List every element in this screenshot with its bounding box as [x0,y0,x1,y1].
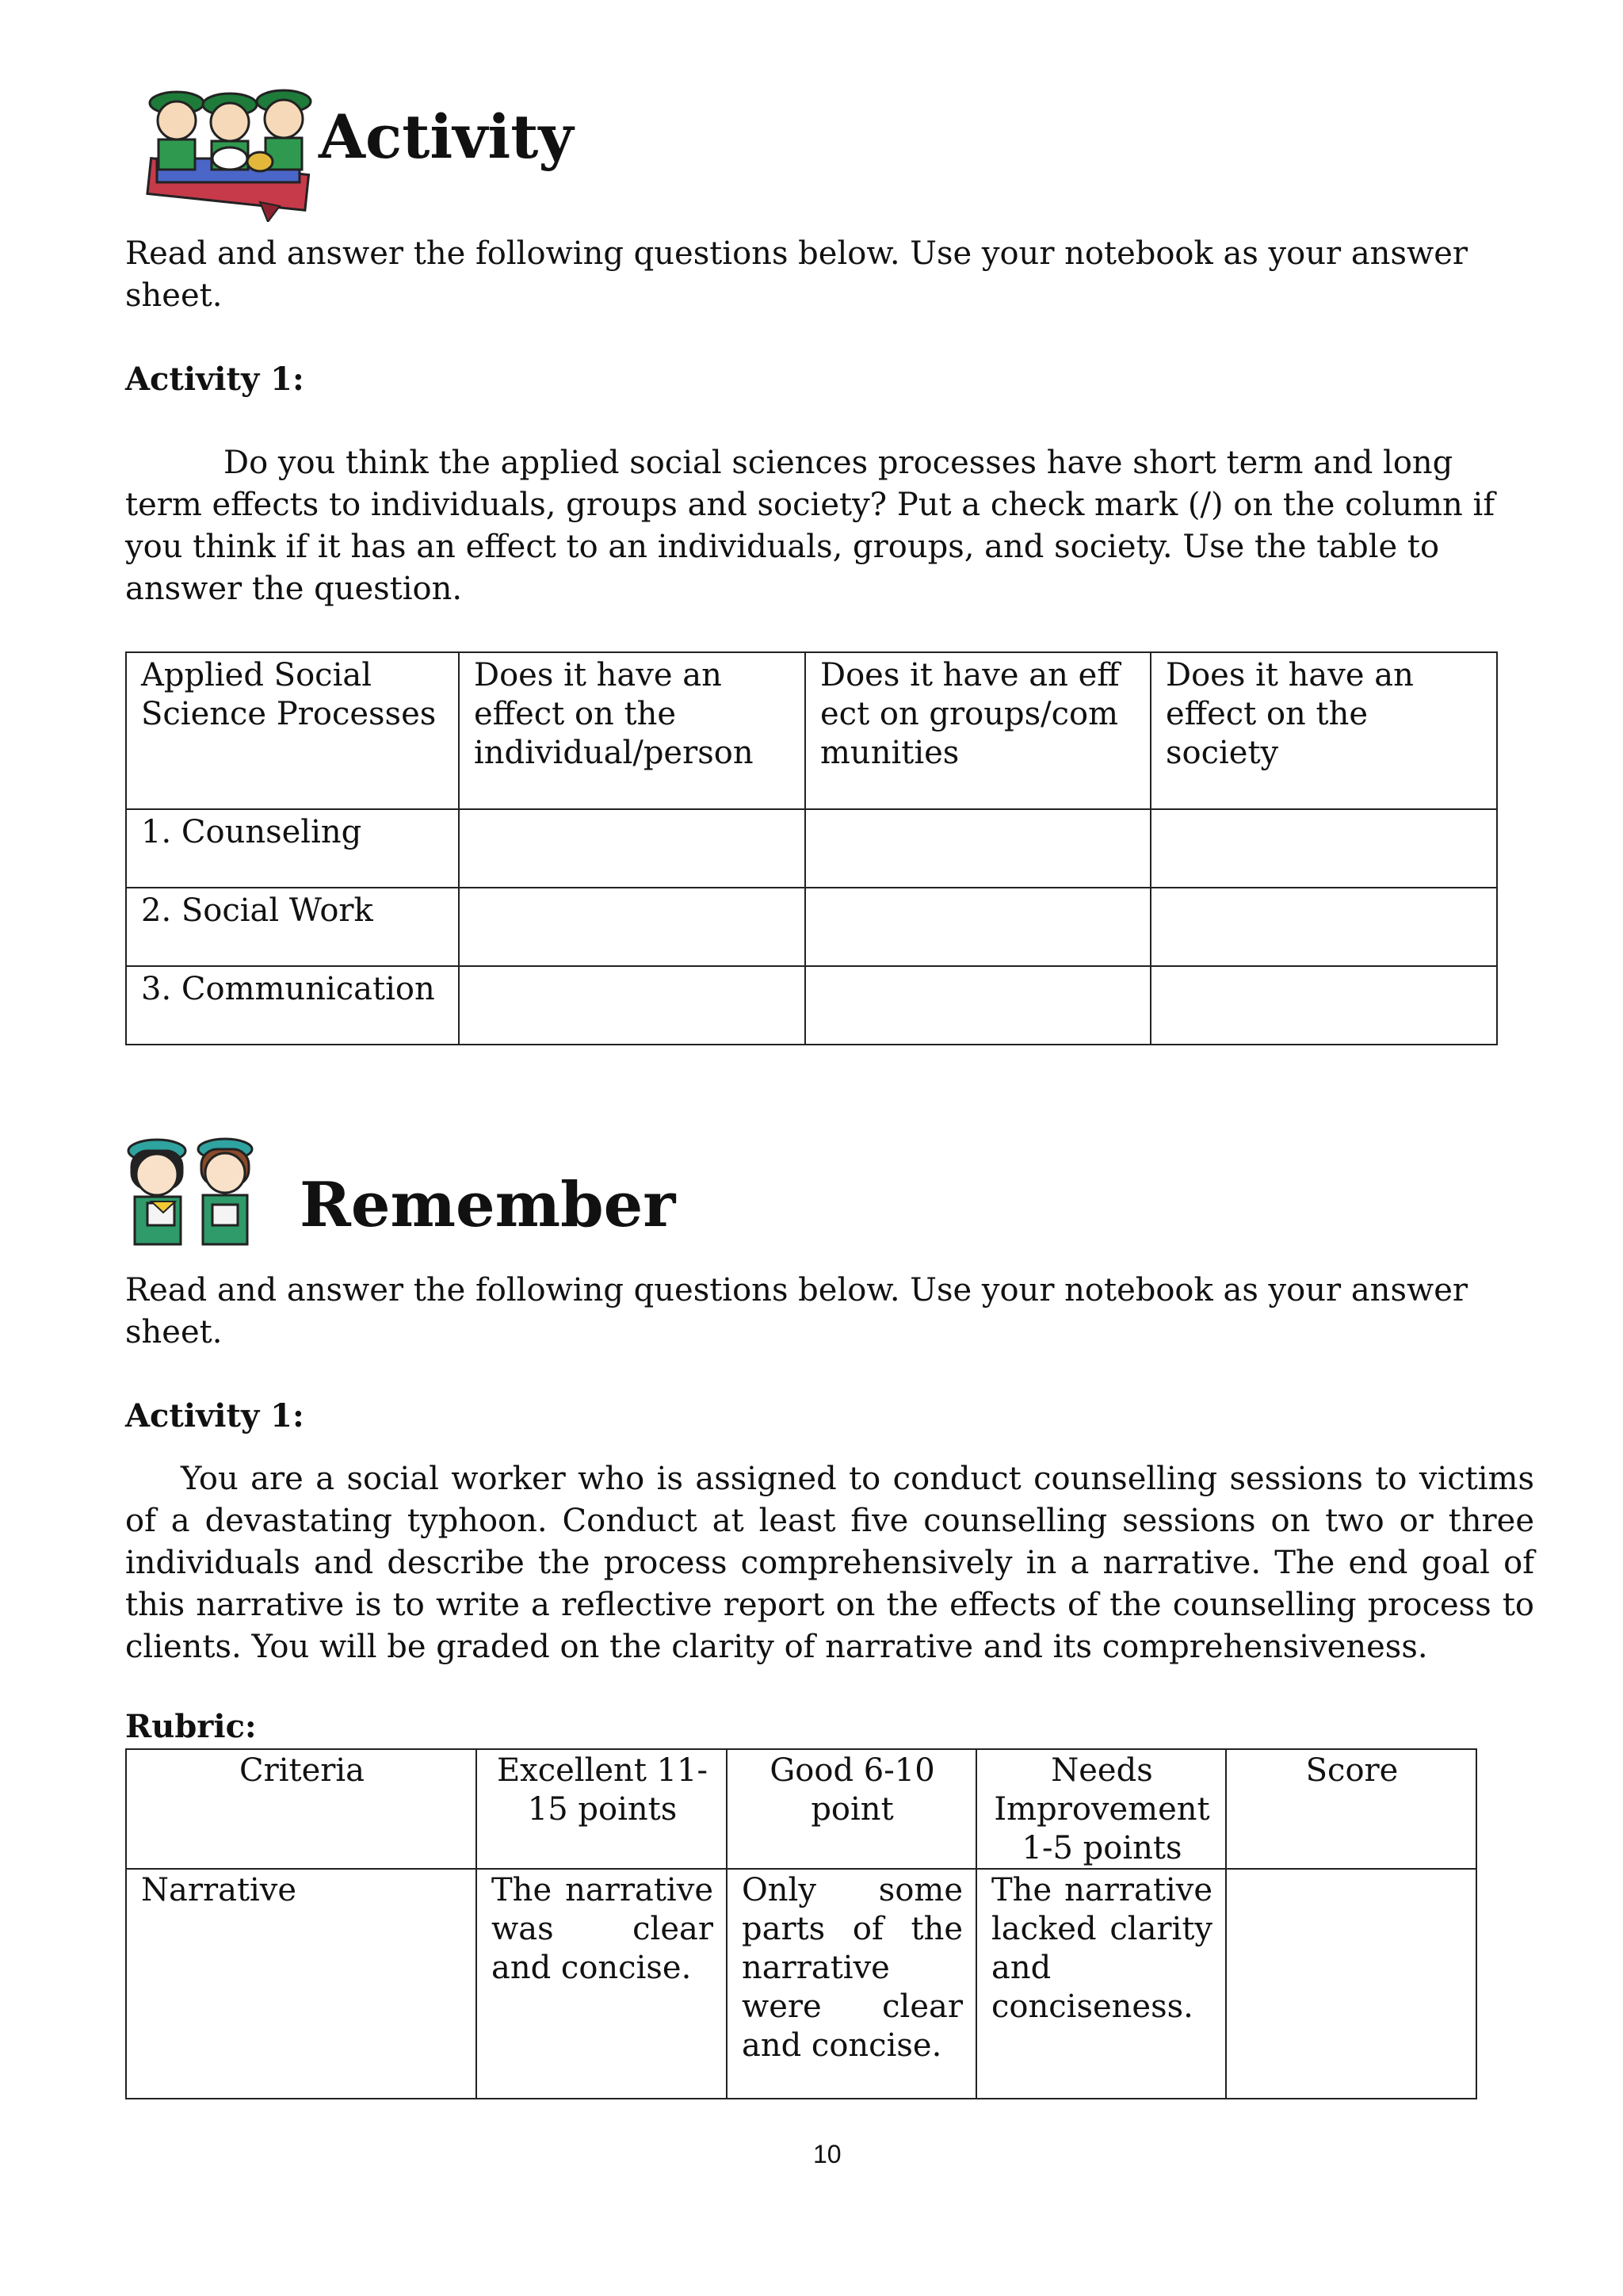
col-header-individual: Does it have an effect on the individual/person [459,652,805,809]
rubric-table [125,1748,1477,2099]
check-cell [1151,809,1497,888]
scouts-reading-icon [124,1133,262,1251]
check-cell [1151,888,1497,966]
effects-table [125,651,1498,1045]
activity-instructions: Read and answer the following questions below. Use your notebook as your answer sheet. [125,235,1468,314]
rubric-excellent-desc: The narrative was clear and concise. [476,1869,727,2099]
rubric-header-good: Good 6-10 point [727,1749,976,1869]
rubric-needs-desc: The narrative lacked clarity and conciseness. [976,1869,1226,2099]
check-cell [805,966,1151,1045]
col-header-society: Does it have an effect on the society [1151,652,1497,809]
activity-heading: Activity [319,101,574,172]
table-row-social-work: 2. Social Work [126,888,459,966]
activity-prompt: Do you think the applied social sciences processes have short term and long term effects to individuals, groups and society? Put a check mark (/) on the column if you think if it has an effect to an individuals, groups, and society. Use the table to answer the question. [125,445,1495,607]
table-row-counseling: 1. Counseling [126,809,459,888]
remember-heading: Remember [300,1169,676,1241]
table-row-communication: 3. Communication [126,966,459,1045]
check-cell [459,888,805,966]
check-cell [805,809,1151,888]
remember-subheading: Activity 1: [125,1397,304,1435]
rubric-header-criteria: Criteria [126,1749,476,1869]
check-cell [805,888,1151,966]
check-cell [459,809,805,888]
check-cell [459,966,805,1045]
activity-subheading: Activity 1: [125,361,304,398]
rubric-header-needs-improvement: Needs Improvement 1-5 points [976,1749,1226,1869]
page-number: 10 [813,2140,842,2168]
rubric-header-excellent: Excellent 11-15 points [476,1749,727,1869]
rubric-header-score: Score [1226,1749,1476,1869]
remember-prompt: You are a social worker who is assigned to conduct counselling sessions to victims of a devastating typhoon. Conduct at least five counselling sessions on two or three individuals and describe the process comprehensively in a narrative. The end goal of this narrative is to write a reflective report on the effects of the counselling process to clients. You will be graded on the clarity of narrative and its comprehensiveness. [125,1461,1534,1665]
remember-instructions: Read and answer the following questions below. Use your notebook as your answer sheet. [125,1272,1468,1350]
scouts-icon [141,79,317,222]
rubric-label: Rubric: [125,1708,257,1745]
check-cell [1151,966,1497,1045]
rubric-score-cell [1226,1869,1476,2099]
rubric-good-desc: Only some parts of the narrative were clear and concise. [727,1869,976,2099]
col-header-groups: Does it have an effect on groups/communities [805,652,1151,809]
col-header-processes: Applied Social Science Processes [126,652,459,809]
rubric-criteria-narrative: Narrative [126,1869,476,2099]
